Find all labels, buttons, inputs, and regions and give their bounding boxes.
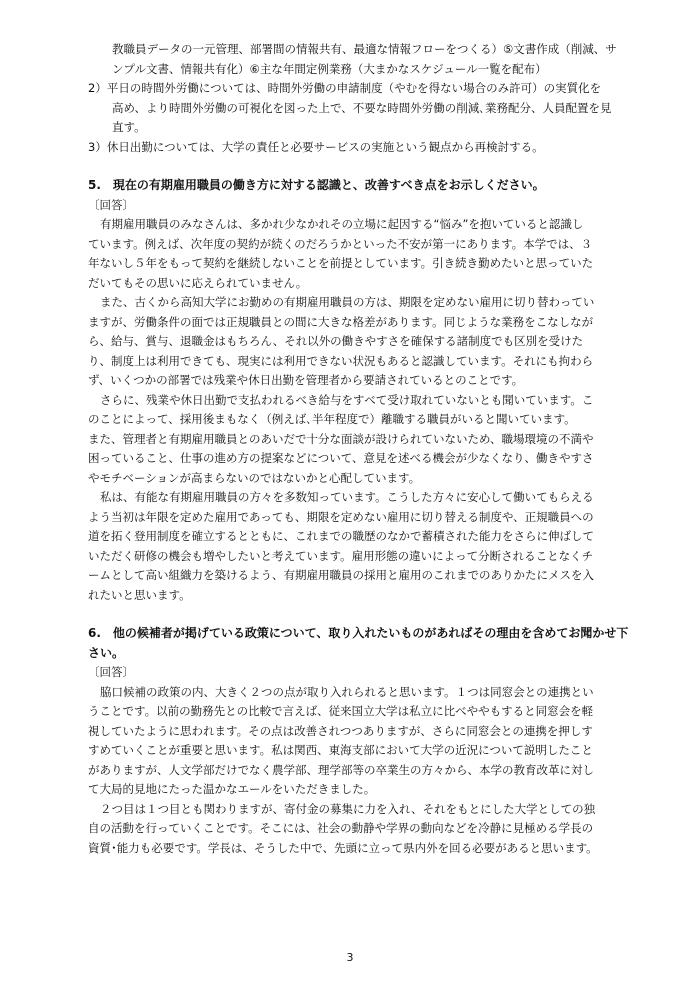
text-line: 年ないし５年をもって契約を継続しないことを前提としています。引き続き勤めたいと思っていた [88, 256, 594, 270]
section-6-title-line: 6. 他の候補者が掲げている政策について、取り入れたいものがあればその理由を含めてお聞かせ下 [88, 626, 629, 640]
text-line: いただく研修の機会も増やしたいと考えています。雇用形態の違いによって分断されることなくチ [88, 548, 594, 563]
section-5-body [88, 215, 620, 605]
text-line: 有期雇用職員のみなさんは、多かれ少なかれその立場に起因する“悩み”を抱いていると認識し [100, 217, 584, 231]
text-line: ームとして高い組織力を築けるよう、有期雇用職員の採用と雇用のこれまでのありかたにメスを入 [88, 568, 594, 582]
section-5 [88, 176, 620, 605]
section-6-title-line: さい。 [88, 645, 125, 660]
text-line: 高め、より時間外労働の可視化を図った上で、不要な時間外労働の削減､業務配分、人員配置を見 [112, 100, 612, 115]
text-line: 資質･能力も必要です。学長は、そうした中で、先頭に立って県内外を回る必要があると思います。 [88, 840, 598, 855]
text-line: 直す。 [112, 120, 146, 134]
text-line: やモチベーションが高まらないのではないかと心配しています。 [88, 470, 421, 485]
text-line: ２つ目は１つ目とも関わりますが、寄付金の募集に力を入れ、それをもとにした大学としての独 [100, 801, 596, 816]
text-line: ています。例えば、次年度の契約が続くのだろうかといった不安が第一にあります。本学では、３ [88, 236, 593, 251]
text-line: り、制度上は利用できても、現実には利用できない状況もあると認識しています。それにも拘わら [88, 353, 594, 368]
text-line: だいてもその思いに応えられていません。 [88, 275, 308, 290]
text-line: さらに、残業や休日出勤で支払われるべき給与をすべて受け取れていないとも聞いています。こ [100, 392, 594, 407]
text-line: がありますが、人文学部だけでなく農学部、理学部等の卒業生の方々から、本学の教育改革に対し [88, 762, 594, 777]
document-page [88, 40, 629, 858]
section-5-title: 5. 現在の有期雇用職員の働き方に対する認識と、改善すべき点をお示しください。 [88, 178, 545, 192]
text-line: ら、給与、賞与、退職金はもちろん、それ以外の働きやすさを確保する諸制度でも区別を受けた [88, 334, 584, 348]
text-line: 困っていること、仕事の進め方の提案などについて、意見を述べる機会が少なくなり、働きやすさ [88, 451, 594, 465]
text-line: 教職員データの一元管理、部署間の情報共有、最適な情報フローをつくる）⑤文書作成（削減、サ [112, 42, 617, 56]
text-line: また、管理者と有期雇用職員とのあいだで十分な面談が設けられていないため、職場環境の不満や [88, 431, 594, 446]
text-line: ず、いくつかの部署では残業や休日出勤を管理者から要請されているとのことです。 [88, 373, 524, 387]
text-line: 道を拓く登用制度を確立するとともに、これまでの職歴のなかで蓄積された能力をさらに伸ばして [88, 529, 594, 543]
section-6 [88, 624, 629, 858]
text-line: 私は、有能な有期雇用職員の方々を多数知っています。こうした方々に安心して働いてもらえる [100, 490, 594, 504]
text-line: ますが、労働条件の面では正規職員との間に大きな格差があります。同じような業務をこなしなが [88, 314, 594, 329]
section-5-answer-label: 〔回答〕 [88, 197, 134, 212]
section-6-body [88, 683, 620, 859]
text-line: 視していたように思われます。その点は改善されつつありますが、さらに同窓会との連携を押しす [88, 723, 593, 738]
text-line: のことによって、採用後まもなく（例えば､半年程度で）離職する職員がいると聞いています。 [88, 412, 576, 426]
text-line: 脇口候補の政策の内、大きく２つの点が取り入れられると思います。１つは同窓会との連携とい [100, 684, 594, 699]
page-number: 3 [346, 951, 354, 964]
text-line: て大局的見地にたった温かなエールをいただきました。 [88, 782, 376, 796]
text-line: ンプル文書、情報共有化）⑥主な年間定例業務（大まかなスケジュール一覧を配布） [112, 61, 547, 76]
text-line: れたいと思います。 [88, 587, 191, 602]
text-line: 3）休日出勤については、大学の責任と必要サービスの実施という観点から再検討する。 [88, 139, 544, 154]
text-line: よう当初は年限を定めた雇用であっても、期限を定めない雇用に切り替える制度や、正規職員への [88, 509, 594, 524]
text-line: すめていくことが重要と思います。私は関西、東海支部において大学の近況について説明したこと [88, 743, 593, 757]
top-block-list [88, 40, 620, 157]
text-line: 2）平日の時間外労働については、時間外労働の申請制度（やむを得ない場合のみ許可）の実質化を [88, 81, 602, 95]
text-line: 自の活動を行っていくことです。そこには、社会の動静や学界の動向などを冷静に見極める学長の [88, 821, 594, 835]
text-line: また、古くから高知大学にお勤めの有期雇用職員の方は、期限を定めない雇用に切り替わってい [100, 295, 595, 309]
text-line: うことです。以前の勤務先との比較で言えば、従来国立大学は私立に比べややもすると同窓会を軽 [88, 704, 594, 718]
section-6-answer-label: 〔回答〕 [88, 665, 134, 679]
